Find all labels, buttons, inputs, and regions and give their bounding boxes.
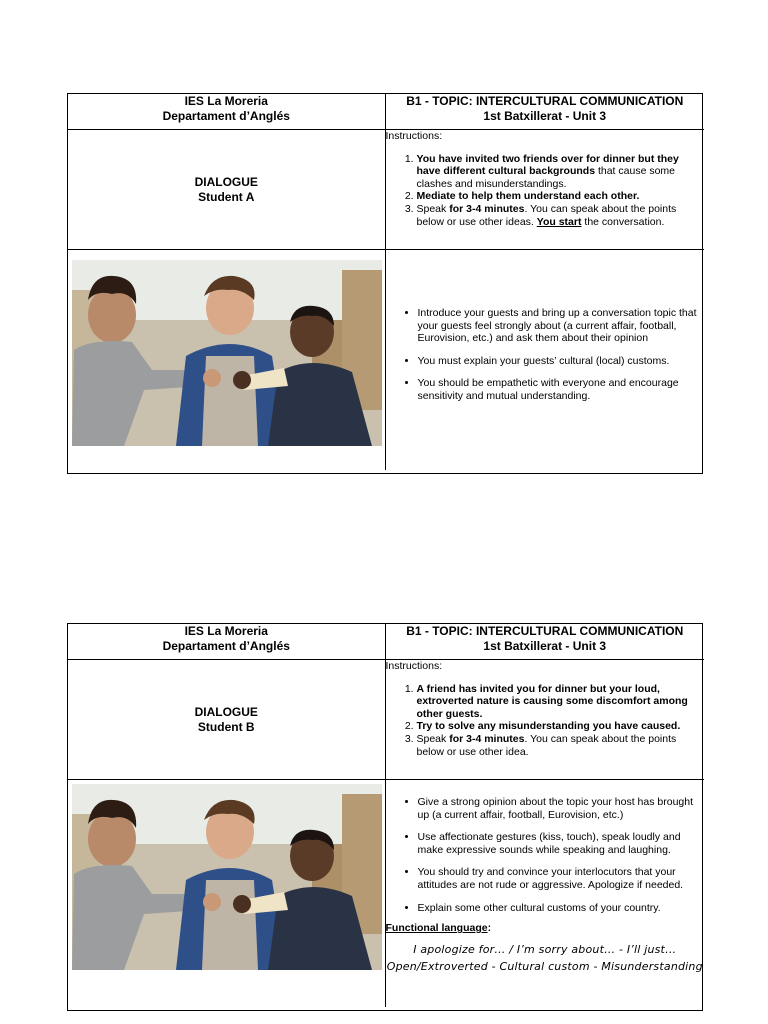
students-fist-bump-photo	[72, 260, 382, 446]
school-name: IES La Moreria	[184, 624, 268, 638]
photo-cell	[68, 250, 385, 470]
instructions-cell	[385, 660, 704, 780]
course-unit: 1st Batxillerat - Unit 3	[483, 109, 607, 123]
instructions-cell	[385, 130, 704, 250]
point-item: • You should try and convince your interlocutors that your attitudes are not rude or aggressive. Apologize if needed.	[418, 866, 705, 891]
instruction-item: 1. You have invited two friends over for dinner but they have different cultural backgrounds that cause some clashes and misunderstandings.	[417, 153, 705, 191]
point-item: • You should be empathetic with everyone and encourage sensitivity and mutual understanding.	[418, 377, 705, 402]
topic-title: B1 - TOPIC: INTERCULTURAL COMMUNICATION	[406, 624, 684, 638]
functional-language-phrases	[386, 941, 705, 975]
topic-header-cell	[385, 624, 704, 660]
instruction-item: 2. Try to solve any misunderstanding you have caused.	[417, 720, 705, 733]
students-fist-bump-photo	[72, 784, 382, 970]
instructions-label: Instructions:	[385, 130, 443, 142]
instructions-label: Instructions:	[385, 660, 443, 672]
functional-line-1: I apologize for… / I’m sorry about… - I’ll just…	[413, 942, 677, 956]
school-header-cell	[68, 624, 385, 660]
department-name: Departament d’Anglés	[162, 109, 290, 123]
instruction-item: 2. Mediate to help them understand each other.	[417, 190, 705, 203]
point-item: • Give a strong opinion about the topic your host has brought up (a current affair, football, Eurovision, etc.)	[418, 796, 705, 821]
topic-title: B1 - TOPIC: INTERCULTURAL COMMUNICATION	[406, 94, 684, 108]
dialogue-cell	[68, 660, 385, 780]
point-item: • Explain some other cultural customs of your country.	[418, 902, 705, 915]
instructions-list	[386, 153, 705, 229]
instruction-item: 1. A friend has invited you for dinner but your loud, extroverted nature is causing some discomfort among other guests.	[417, 683, 705, 721]
point-item: • Use affectionate gestures (kiss, touch), speak loudly and make expressive sounds while speaking and laughing.	[418, 831, 705, 856]
school-name: IES La Moreria	[184, 94, 268, 108]
course-unit: 1st Batxillerat - Unit 3	[483, 639, 607, 653]
instruction-item: 3. Speak for 3-4 minutes. You can speak about the points below or use other idea.	[417, 733, 705, 758]
photo-cell	[68, 780, 385, 1007]
instructions-list	[386, 683, 705, 759]
points-cell	[385, 780, 704, 1007]
card-student-a	[67, 93, 703, 474]
functional-line-2: Open/Extroverted - Cultural custom - Misunderstanding	[386, 959, 703, 973]
student-label: Student A	[198, 189, 255, 204]
point-item: • You must explain your guests’ cultural (local) customs.	[418, 355, 705, 368]
functional-language-title: Functional language:	[385, 922, 492, 935]
dialogue-cell	[68, 130, 385, 250]
dialogue-label: DIALOGUE	[194, 174, 258, 189]
points-list	[386, 307, 705, 403]
dialogue-label: DIALOGUE	[194, 704, 258, 719]
card-student-b	[67, 623, 703, 1011]
topic-header-cell	[385, 94, 704, 130]
department-name: Departament d’Anglés	[162, 639, 290, 653]
points-cell	[385, 250, 704, 470]
points-list	[386, 796, 705, 914]
instruction-item: 3. Speak for 3-4 minutes. You can speak about the points below or use other ideas. You start the conversation.	[417, 203, 705, 228]
point-item: • Introduce your guests and bring up a conversation topic that your guests feel strongly about (a current affair, football, Eurovision, etc.) and ask them about their opinion	[418, 307, 705, 345]
school-header-cell	[68, 94, 385, 130]
student-label: Student B	[197, 719, 255, 734]
